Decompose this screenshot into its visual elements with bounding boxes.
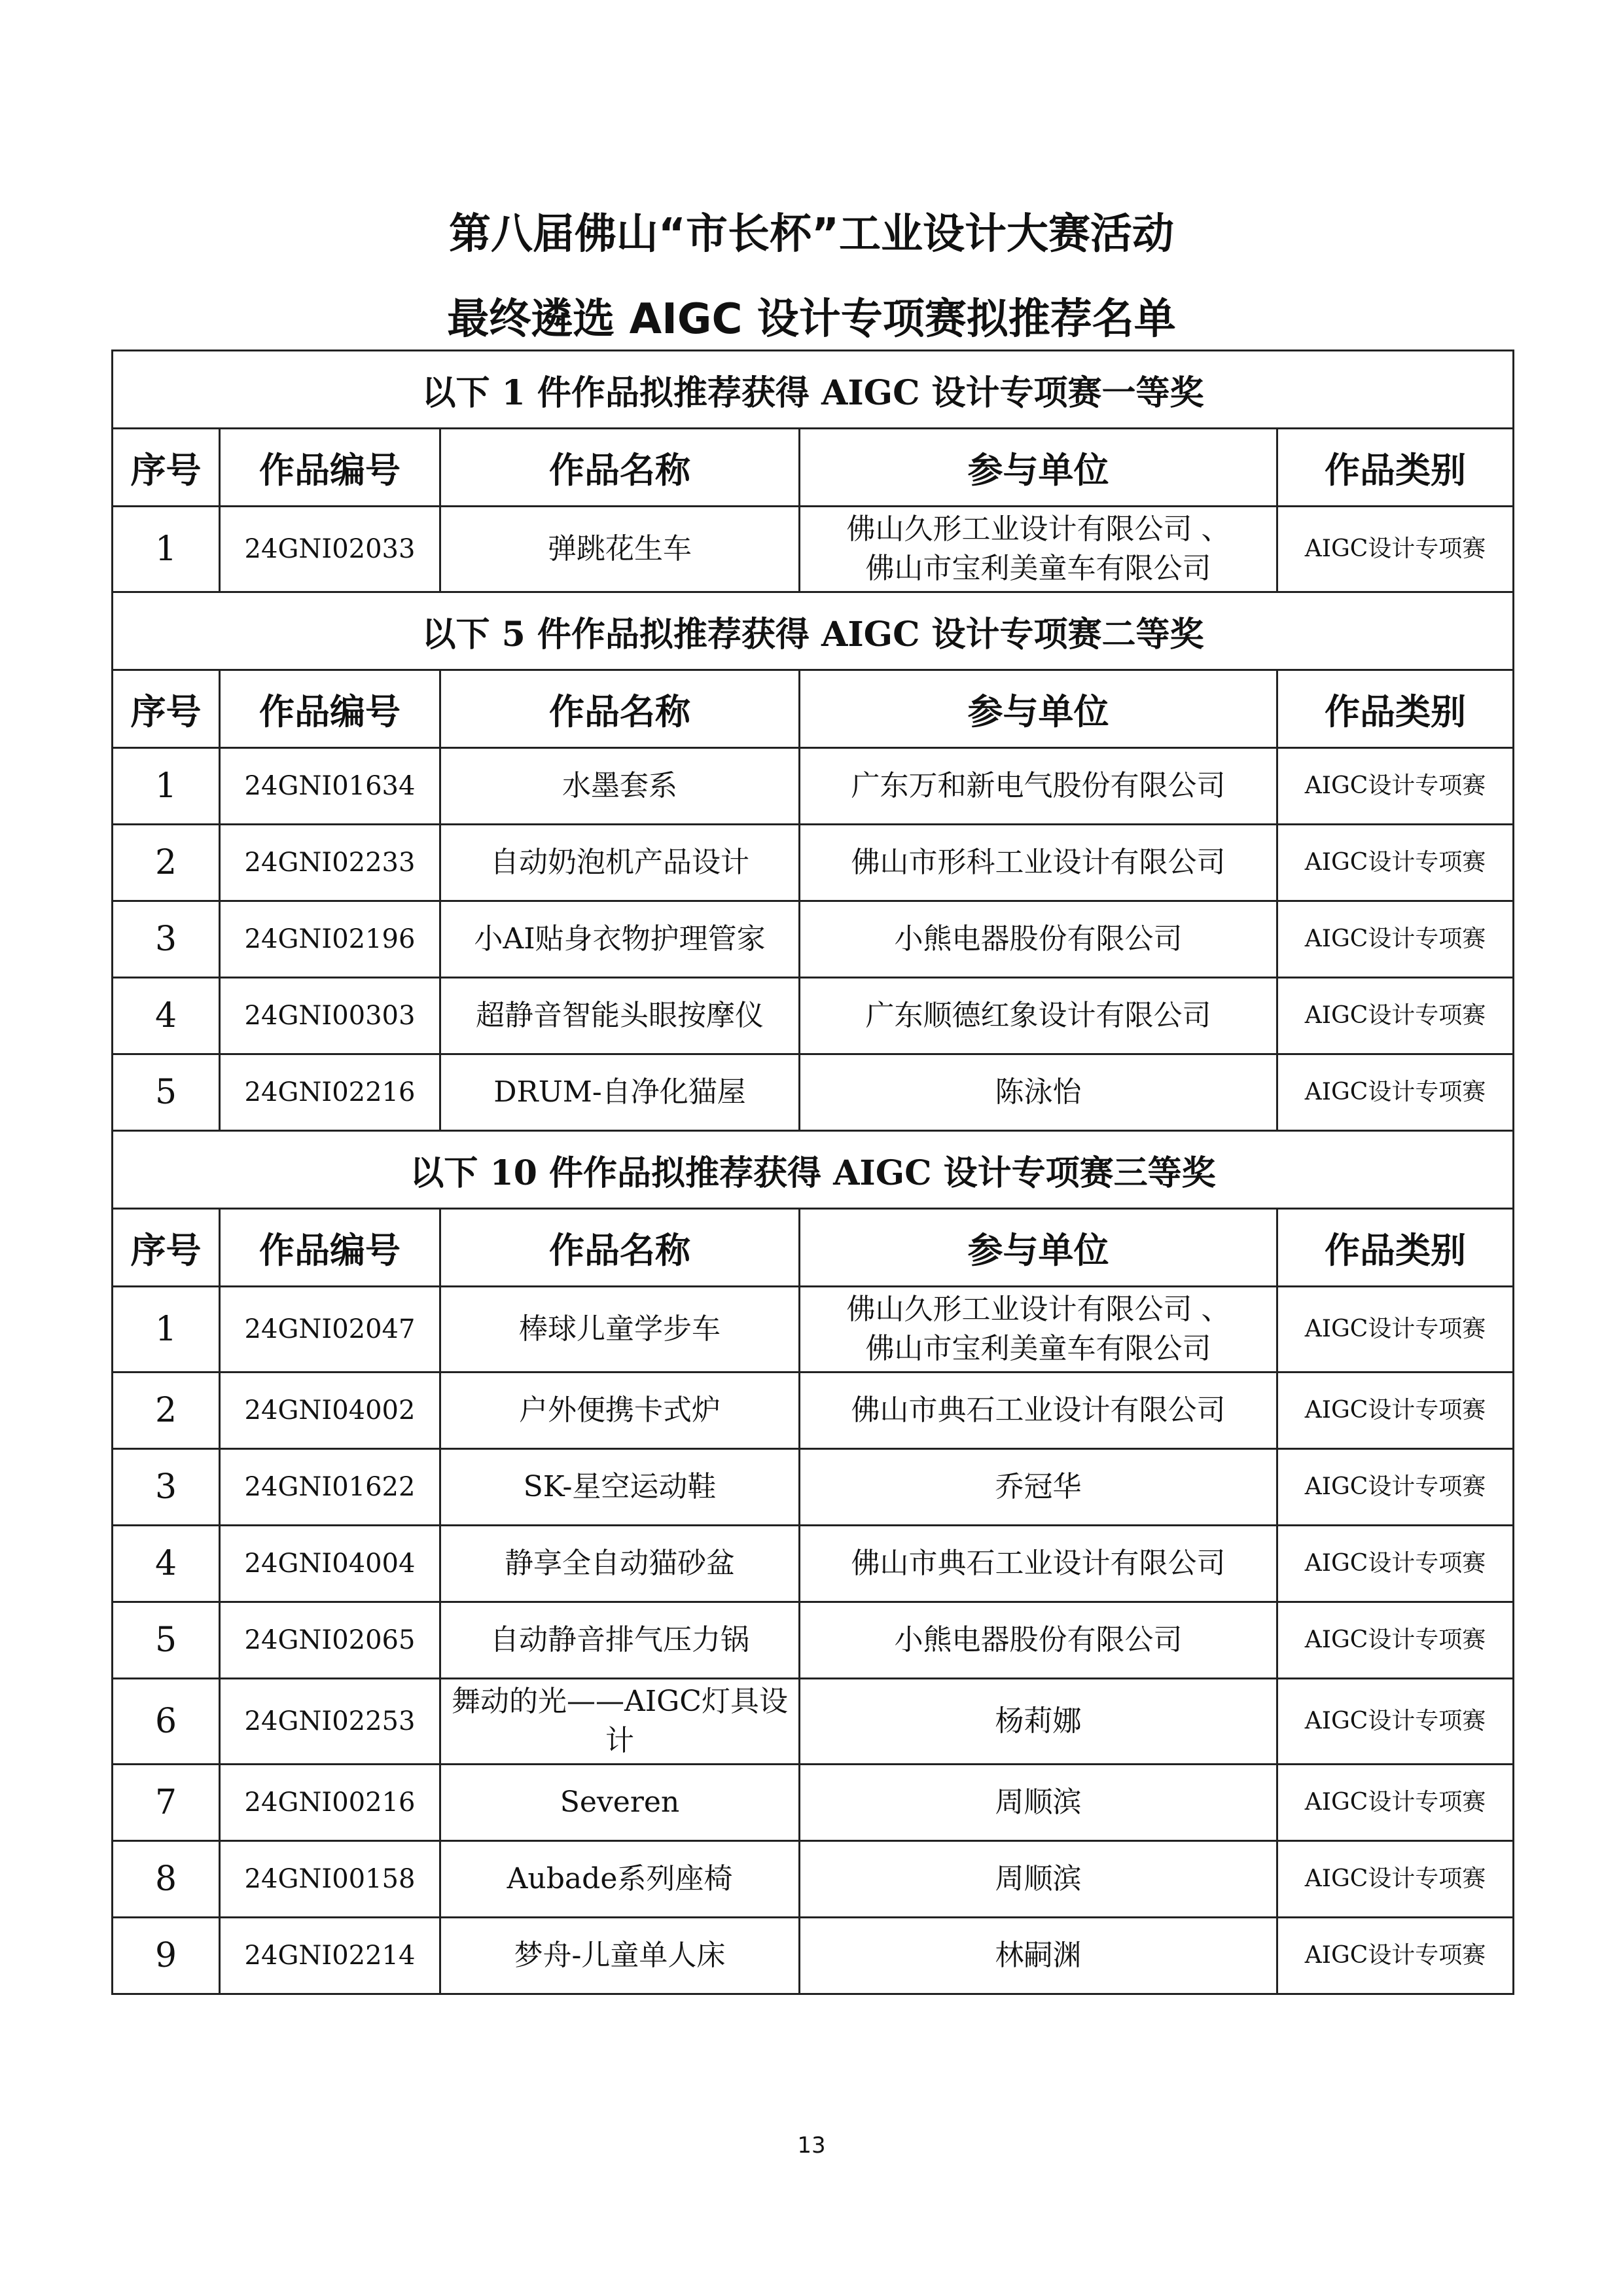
row-index: 9	[113, 1918, 220, 1994]
table-row	[113, 825, 1514, 901]
column-header-category: 作品类别	[1277, 429, 1514, 507]
entry-unit	[800, 901, 1277, 978]
row-index: 8	[113, 1841, 220, 1918]
entry-name: 户外便携卡式炉	[440, 1372, 800, 1449]
entry-name: 水墨套系	[440, 748, 800, 825]
entry-name: 静享全自动猫砂盆	[440, 1526, 800, 1602]
entry-unit-line: 佛山市形科工业设计有限公司	[851, 846, 1226, 879]
row-index: 1	[113, 748, 220, 825]
entry-unit	[800, 1765, 1277, 1841]
entry-code: 24GNI04004	[220, 1526, 440, 1602]
entry-unit-line: 佛山久形工业设计有限公司 、	[846, 512, 1230, 546]
entry-name: 自动静音排气压力锅	[440, 1602, 800, 1679]
entry-name: 梦舟-儿童单人床	[440, 1918, 800, 1994]
table-row	[113, 1449, 1514, 1526]
award-section-heading: 以下 5 件作品拟推荐获得 AIGC 设计专项赛二等奖	[113, 592, 1514, 670]
entry-unit	[800, 507, 1277, 592]
column-header-code: 作品编号	[220, 1209, 440, 1287]
column-header-unit: 参与单位	[800, 1209, 1277, 1287]
column-header-row	[113, 1209, 1514, 1287]
entry-unit-line: 小熊电器股份有限公司	[894, 922, 1183, 956]
column-header-unit: 参与单位	[800, 429, 1277, 507]
entry-unit-line: 陈泳怡	[995, 1075, 1082, 1109]
entry-category: AIGC设计专项赛	[1277, 825, 1514, 901]
row-index: 5	[113, 1054, 220, 1131]
entry-category: AIGC设计专项赛	[1277, 1449, 1514, 1526]
table-row	[113, 1841, 1514, 1918]
entry-code: 24GNI02253	[220, 1679, 440, 1765]
entry-unit-line: 林嗣渊	[995, 1939, 1082, 1972]
entry-unit-line: 周顺滨	[995, 1785, 1082, 1819]
table-row	[113, 507, 1514, 592]
entry-code: 24GNI02233	[220, 825, 440, 901]
column-header-name: 作品名称	[440, 429, 800, 507]
column-header-row	[113, 429, 1514, 507]
entry-name: Aubade系列座椅	[440, 1841, 800, 1918]
entry-unit-line: 佛山市宝利美童车有限公司	[865, 552, 1211, 585]
entry-code: 24GNI01622	[220, 1449, 440, 1526]
entry-name: DRUM-自净化猫屋	[440, 1054, 800, 1131]
row-index: 3	[113, 1449, 220, 1526]
entry-name: 棒球儿童学步车	[440, 1287, 800, 1372]
entry-unit	[800, 978, 1277, 1054]
award-table	[111, 350, 1514, 1995]
entry-code: 24GNI00216	[220, 1765, 440, 1841]
entry-unit-line: 周顺滨	[995, 1862, 1082, 1895]
table-row	[113, 748, 1514, 825]
entry-code: 24GNI00303	[220, 978, 440, 1054]
column-header-row	[113, 670, 1514, 748]
entry-category: AIGC设计专项赛	[1277, 1918, 1514, 1994]
entry-unit	[800, 1372, 1277, 1449]
award-section-heading: 以下 1 件作品拟推荐获得 AIGC 设计专项赛一等奖	[113, 351, 1514, 429]
row-index: 2	[113, 825, 220, 901]
column-header-name: 作品名称	[440, 1209, 800, 1287]
row-index: 5	[113, 1602, 220, 1679]
table-row	[113, 1679, 1514, 1765]
entry-unit-line: 杨莉娜	[995, 1704, 1082, 1738]
column-header-code: 作品编号	[220, 670, 440, 748]
entry-unit-line: 佛山久形工业设计有限公司 、	[846, 1293, 1230, 1326]
entry-name: 自动奶泡机产品设计	[440, 825, 800, 901]
entry-code: 24GNI02216	[220, 1054, 440, 1131]
column-header-index: 序号	[113, 670, 220, 748]
entry-unit	[800, 1679, 1277, 1765]
entry-category: AIGC设计专项赛	[1277, 1841, 1514, 1918]
entry-name: 超静音智能头眼按摩仪	[440, 978, 800, 1054]
column-header-category: 作品类别	[1277, 1209, 1514, 1287]
award-section-heading-row	[113, 1131, 1514, 1209]
document-title: 第八届佛山“市长杯”工业设计大赛活动	[448, 210, 1175, 259]
entry-category: AIGC设计专项赛	[1277, 748, 1514, 825]
column-header-category: 作品类别	[1277, 670, 1514, 748]
row-index: 7	[113, 1765, 220, 1841]
entry-unit	[800, 825, 1277, 901]
entry-unit	[800, 1287, 1277, 1372]
entry-unit	[800, 1918, 1277, 1994]
entry-unit-line: 佛山市典石工业设计有限公司	[851, 1547, 1226, 1580]
row-index: 4	[113, 978, 220, 1054]
entry-category: AIGC设计专项赛	[1277, 507, 1514, 592]
entry-code: 24GNI01634	[220, 748, 440, 825]
entry-category: AIGC设计专项赛	[1277, 978, 1514, 1054]
award-section-heading-row	[113, 592, 1514, 670]
entry-unit	[800, 1449, 1277, 1526]
entry-unit	[800, 1841, 1277, 1918]
row-index: 4	[113, 1526, 220, 1602]
entry-unit	[800, 1602, 1277, 1679]
entry-code: 24GNI04002	[220, 1372, 440, 1449]
entry-unit-line: 乔冠华	[995, 1470, 1082, 1503]
table-row	[113, 1602, 1514, 1679]
entry-code: 24GNI02047	[220, 1287, 440, 1372]
table-row	[113, 1287, 1514, 1372]
entry-category: AIGC设计专项赛	[1277, 1054, 1514, 1131]
entry-code: 24GNI02065	[220, 1602, 440, 1679]
table-row	[113, 901, 1514, 978]
table-row	[113, 1918, 1514, 1994]
row-index: 3	[113, 901, 220, 978]
table-row	[113, 1526, 1514, 1602]
row-index: 6	[113, 1679, 220, 1765]
entry-code: 24GNI02214	[220, 1918, 440, 1994]
entry-unit	[800, 748, 1277, 825]
row-index: 1	[113, 1287, 220, 1372]
entry-code: 24GNI02196	[220, 901, 440, 978]
entry-unit-line: 广东顺德红象设计有限公司	[865, 999, 1211, 1032]
document-subtitle: 最终遴选 AIGC 设计专项赛拟推荐名单	[447, 295, 1176, 344]
column-header-code: 作品编号	[220, 429, 440, 507]
award-section-heading: 以下 10 件作品拟推荐获得 AIGC 设计专项赛三等奖	[113, 1131, 1514, 1209]
entry-name: 弹跳花生车	[440, 507, 800, 592]
entry-code: 24GNI00158	[220, 1841, 440, 1918]
column-header-index: 序号	[113, 429, 220, 507]
entry-unit-line: 小熊电器股份有限公司	[894, 1623, 1183, 1657]
table-row	[113, 1054, 1514, 1131]
entry-name: SK-星空运动鞋	[440, 1449, 800, 1526]
entry-category: AIGC设计专项赛	[1277, 1679, 1514, 1765]
entry-unit-line: 广东万和新电气股份有限公司	[851, 769, 1226, 802]
table-row	[113, 978, 1514, 1054]
award-section-heading-row	[113, 351, 1514, 429]
row-index: 1	[113, 507, 220, 592]
entry-unit	[800, 1054, 1277, 1131]
row-index: 2	[113, 1372, 220, 1449]
entry-unit-line: 佛山市典石工业设计有限公司	[851, 1393, 1226, 1427]
table-row	[113, 1372, 1514, 1449]
entry-name: 小AI贴身衣物护理管家	[440, 901, 800, 978]
entry-category: AIGC设计专项赛	[1277, 1602, 1514, 1679]
award-table-body	[113, 351, 1514, 1994]
page-number: 13	[797, 2132, 826, 2159]
entry-category: AIGC设计专项赛	[1277, 1765, 1514, 1841]
entry-name: Severen	[440, 1765, 800, 1841]
entry-unit-line: 佛山市宝利美童车有限公司	[865, 1332, 1211, 1365]
column-header-unit: 参与单位	[800, 670, 1277, 748]
table-row	[113, 1765, 1514, 1841]
entry-category: AIGC设计专项赛	[1277, 1372, 1514, 1449]
entry-name: 舞动的光——AIGC灯具设计	[440, 1679, 800, 1765]
entry-category: AIGC设计专项赛	[1277, 1287, 1514, 1372]
column-header-name: 作品名称	[440, 670, 800, 748]
entry-code: 24GNI02033	[220, 507, 440, 592]
entry-unit	[800, 1526, 1277, 1602]
entry-category: AIGC设计专项赛	[1277, 901, 1514, 978]
entry-category: AIGC设计专项赛	[1277, 1526, 1514, 1602]
column-header-index: 序号	[113, 1209, 220, 1287]
